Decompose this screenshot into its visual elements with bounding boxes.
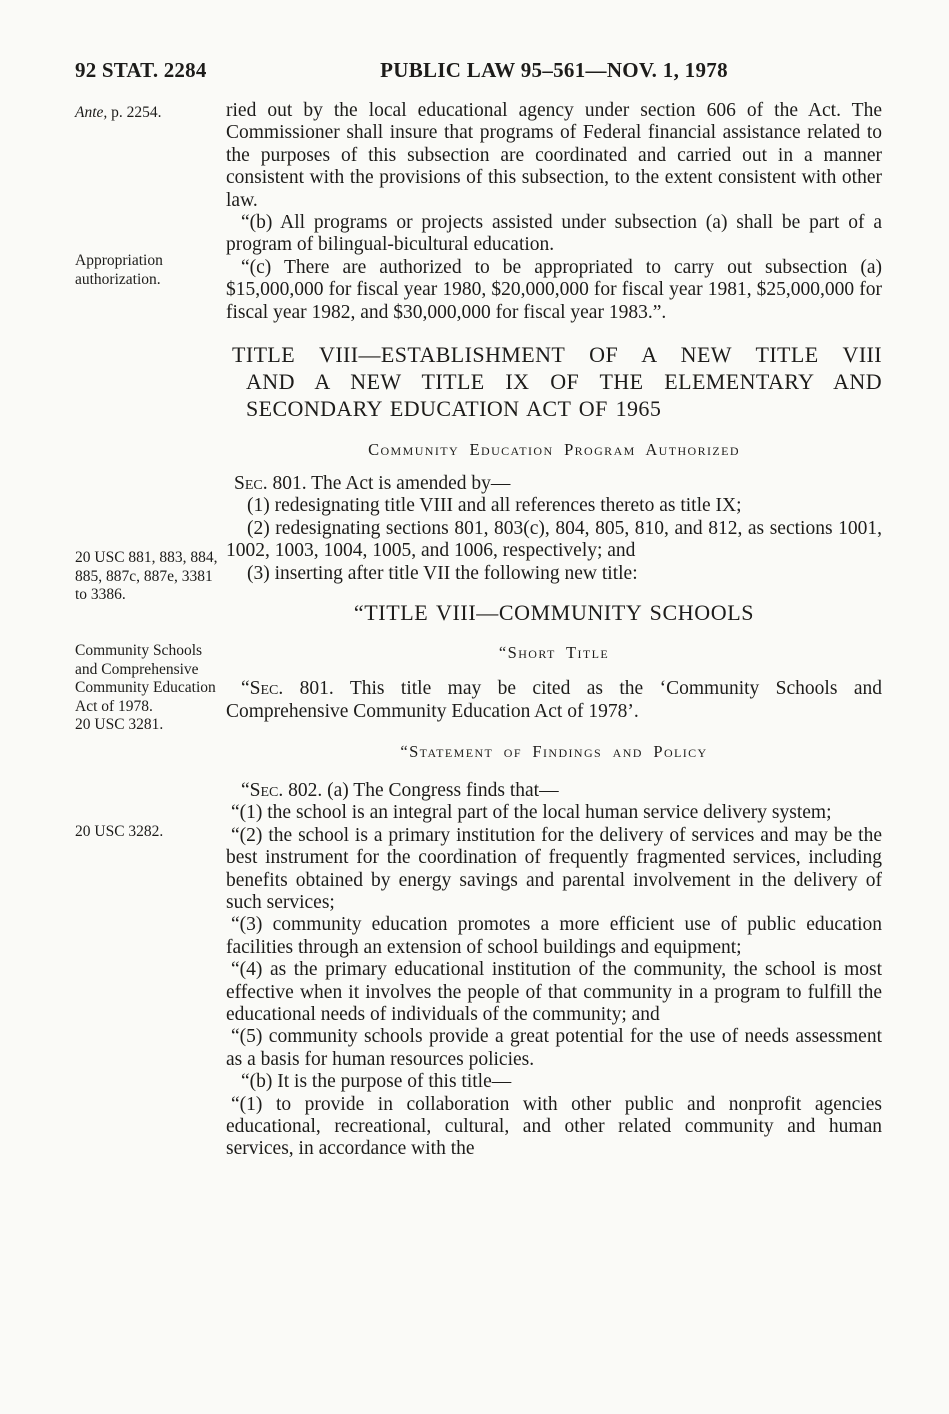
purpose-intro: “(b) It is the purpose of this title— [241,1071,512,1093]
purpose-clause-1: “(1) to provide in collaboration with other public and nonprofit agencies educational, recreational, cultural, and other related community and human services, in accordance with the [226,1093,882,1160]
ante-italic: Ante, [75,104,108,121]
title-line-1: TITLE VIII—ESTABLISHMENT OF A NEW TITLE VIII [232,342,882,368]
amend-clause-1: (1) redesignating title VIII and all references thereto as title IX; [247,495,742,517]
ante-rest: p. 2254. [107,104,162,121]
page-header [75,58,882,83]
sec-801-text: The Act is amended by— [306,473,511,495]
community-schools-title: “TITLE VIII—COMMUNITY SCHOOLS [353,600,755,626]
finding-5: “(5) community schools provide a great potential for the use of needs assessment as a basis for human resources policies. [226,1026,882,1070]
title-line-2: AND A NEW TITLE IX OF THE ELEMENTARY AND [246,369,882,395]
subsection-b: “(b) All programs or projects assisted under subsection (a) shall be part of a program of bilingual-bicultural education. [226,212,882,256]
margin-note-appropriation: Appropriation authorization. [75,252,163,288]
sec-801-cited-text: This title may be cited as the ‘Community Schools and Comprehensive Community Education Act of 1978’. [226,678,882,722]
stat-page-number: 92 STAT. 2284 [75,58,207,82]
margin-note-ante [75,104,220,123]
margin-note-usc-881: 20 USC 881, 883, 884, 885, 887c, 887e, 3381 to 3386. [75,549,218,603]
findings-heading: “Statement of Findings and Policy [400,741,708,761]
margin-note-act-citation [75,642,220,735]
sec-802-findings [226,780,882,802]
usc-3281: 20 USC 3281. [75,716,164,733]
sec-801-short-title [226,678,882,723]
title-viii-heading [232,341,882,422]
sec-801-label: Sec. 801. [234,473,307,495]
sec-802-label: “Sec. 802. [241,779,323,801]
short-title-heading: “Short Title [498,643,610,663]
subsection-c: “(c) There are authorized to be appropriated to carry out subsection (a) $15,000,000 for fiscal year 1980, $20,000,000 for fiscal year 1981, $25,000,000 for fiscal year 1982, and $30,000,000 for fiscal year 1983.”. [226,256,882,323]
finding-4: “(4) as the primary educational institution of the community, the school is most effective when it involves the people of that community in a program to fulfill the educational needs of individuals of the community; and [226,959,882,1025]
title-line-3: SECONDARY EDUCATION ACT OF 1965 [246,396,662,422]
sec-801-cited-label: “Sec. 801. [241,678,334,700]
margin-note-usc-3282: 20 USC 3282. [75,823,164,840]
act-short-name: Community Schools and Comprehensive Community Education Act of 1978. [75,642,216,715]
community-education-heading: Community Education Program Authorized [368,440,740,460]
amend-clause-2: (2) redesignating sections 801, 803(c), 804, 805, 810, and 812, as sections 1001, 1002, 1003, 1004, 1005, and 1006, respectively; and [226,517,882,562]
sec-801-amendments [226,473,882,495]
finding-1: “(1) the school is an integral part of the local human service delivery system; [231,802,832,824]
finding-3: “(3) community education promotes a more efficient use of public education facilities through an extension of school buildings and equipment; [226,914,882,958]
finding-2: “(2) the school is a primary institution for the delivery of services and may be the best instrument for the coordination of frequently fragmented services, including benefits obtained by energy savings and parental involvement in the delivery of such services; [226,824,882,913]
carryover-paragraph: ried out by the local educational agency under section 606 of the Act. The Commissioner shall insure that programs of Federal financial assistance related to the purposes of this subsection are coordinated and carried out in a manner consistent with the provisions of this subsection, to the extent consistent with other law. [226,100,882,211]
amend-clause-3: (3) inserting after title VII the following new title: [247,562,638,584]
sec-802-text: (a) The Congress finds that— [322,779,559,801]
body-column [226,100,882,1161]
law-citation: PUBLIC LAW 95–561—NOV. 1, 1978 [380,58,728,82]
